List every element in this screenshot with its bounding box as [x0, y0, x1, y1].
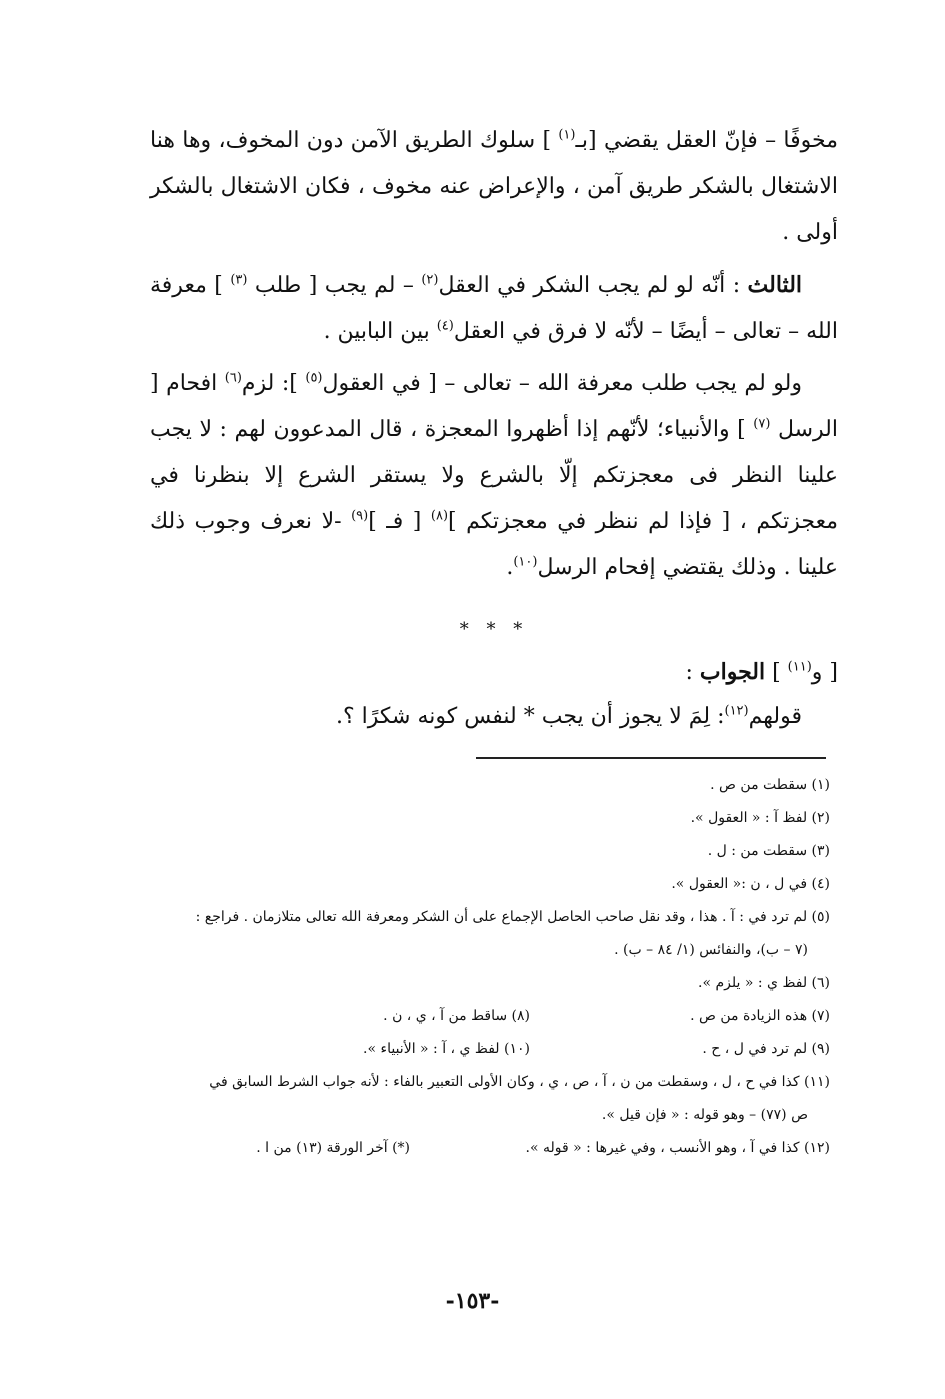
main-text	[150, 118, 838, 591]
footnote-ref-9[interactable]: (٩)	[351, 508, 369, 524]
footnote-ref-12[interactable]: (١٢)	[724, 703, 749, 719]
paragraph-1: مخوفًا – فإنّ العقل يقضي [بـ$^{(١)}$ ] سلوك الطريق الآمن دون المخوف، وها هنا الاشتغال بالشكر طريق آمن ، والإعراض عنه مخوف ، فكان الاشتغال بالشكر أولى .	[150, 127, 838, 245]
footnote-11-continued: ص (٧٧) – وهو قوله : « فإن قيل ».	[601, 1107, 808, 1123]
answer-lead: الجواب	[699, 659, 766, 685]
footnote-star: (*) آخر الورقة (١٣) من ا .	[256, 1140, 410, 1156]
footnote-9: (٩) لم ترد في ل ، ح .	[702, 1041, 830, 1057]
footnote-7: (٧) هذه الزيادة من ص .	[690, 1008, 830, 1024]
footnote-10: (١٠) لفظ ي ، آ : « الأنبياء ».	[363, 1041, 530, 1057]
footnote-5-continued: (٧ – ب)، والنفائس (١/ ٨٤ – ب) .	[614, 942, 808, 958]
footnote-ref-8[interactable]: (٨)	[430, 508, 449, 524]
footnote-ref-5[interactable]: (٥)	[305, 370, 323, 386]
footnote-2: (٢) لفظ آ : « العقول ».	[690, 810, 830, 826]
footnote-ref-3[interactable]: (٣)	[230, 272, 248, 288]
page-body	[150, 118, 838, 1165]
section-divider-stars: * * *	[459, 619, 529, 640]
page-number: -١٥٣-	[445, 1288, 500, 1314]
paragraph-2: الثالث : أنّه لو لم يجب الشكر في العقل$^{(٢)}$ – لم يجب [ طلب $^{(٣)}$ ] معرفة الله – تعالى – أيضًا – لأنّه لا فرق في العقل$^{(٤)}$ بين البابين .	[150, 272, 838, 344]
footnote-ref-11[interactable]: (١١)	[787, 659, 812, 675]
paragraph-3: ولو لم يجب طلب معرفة الله – تعالى – [ في العقول$^{(٥)}$ ]: لزم$^{(٦)}$ افحام [ الرسل $^{(٧)}$ ] والأنبياء؛ لأنّهم إذا أظهروا المعجزة ، قال المدعوون لهم : لا يجب علينا النظر فى معجزتكم إلّا بالشرع ولا يستقر الشرع إلا بنظرنا في معجزتكم ، [ فإذا لم ننظر في معجزتكم ]$^{(٨)}$ [ فـ ]$^{(٩)}$ -لا نعرف وجوب ذلك علينا . وذلك يقتضي إفحام الرسل$^{(١٠)}$.	[150, 370, 838, 580]
footnote-1: (١) سقطت من ص .	[710, 777, 830, 793]
footnote-ref-6[interactable]: (٦)	[224, 370, 242, 386]
footnote-8: (٨) ساقط من آ ، ي ، ن .	[383, 1008, 530, 1024]
footnote-separator	[476, 757, 826, 759]
footnote-12: (١٢) كذا في آ ، وهو الأنسب ، وفي غيرها : « قوله ».	[525, 1140, 830, 1156]
footnote-ref-7[interactable]: (٧)	[753, 416, 771, 432]
answer-heading: [ و$^{(١١)}$ ] الجواب :	[685, 659, 838, 685]
footnote-3: (٣) سقطت من : ل .	[707, 843, 830, 859]
footnote-ref-10[interactable]: (١٠)	[513, 554, 538, 570]
footnotes	[150, 769, 838, 1165]
paragraph-4: قولهم$^{(١٢)}$: لِمَ لا يجوز أن يجب * لنفس كونه شكرًا ؟.	[335, 703, 802, 729]
section-lead-third: الثالث	[747, 272, 803, 298]
answer-section	[150, 650, 838, 739]
footnote-6: (٦) لفظ ي : « يلزم ».	[698, 975, 830, 991]
footnote-11: (١١) كذا في ح ، ل ، وسقطت من ن ، آ ، ص ، ي ، وكان الأولى التعبير بالفاء : لأنه جواب الشرط السابق في	[209, 1074, 830, 1090]
footnote-5: (٥) لم ترد في : آ . هذا ، وقد نقل صاحب الحاصل الإجماع على أن الشكر ومعرفة الله تعالى متلازمان . فراجع :	[195, 909, 830, 925]
footnote-ref-2[interactable]: (٢)	[421, 272, 439, 288]
footnote-row-9-10	[150, 1033, 830, 1066]
footnote-row-12-star	[150, 1132, 830, 1165]
footnote-ref-1[interactable]: (١)	[558, 127, 576, 143]
footnote-ref-4[interactable]: (٤)	[436, 318, 454, 334]
footnote-row-7-8	[150, 1000, 830, 1033]
footnote-4: (٤) في ل ، ن :« العقول ».	[671, 876, 830, 892]
